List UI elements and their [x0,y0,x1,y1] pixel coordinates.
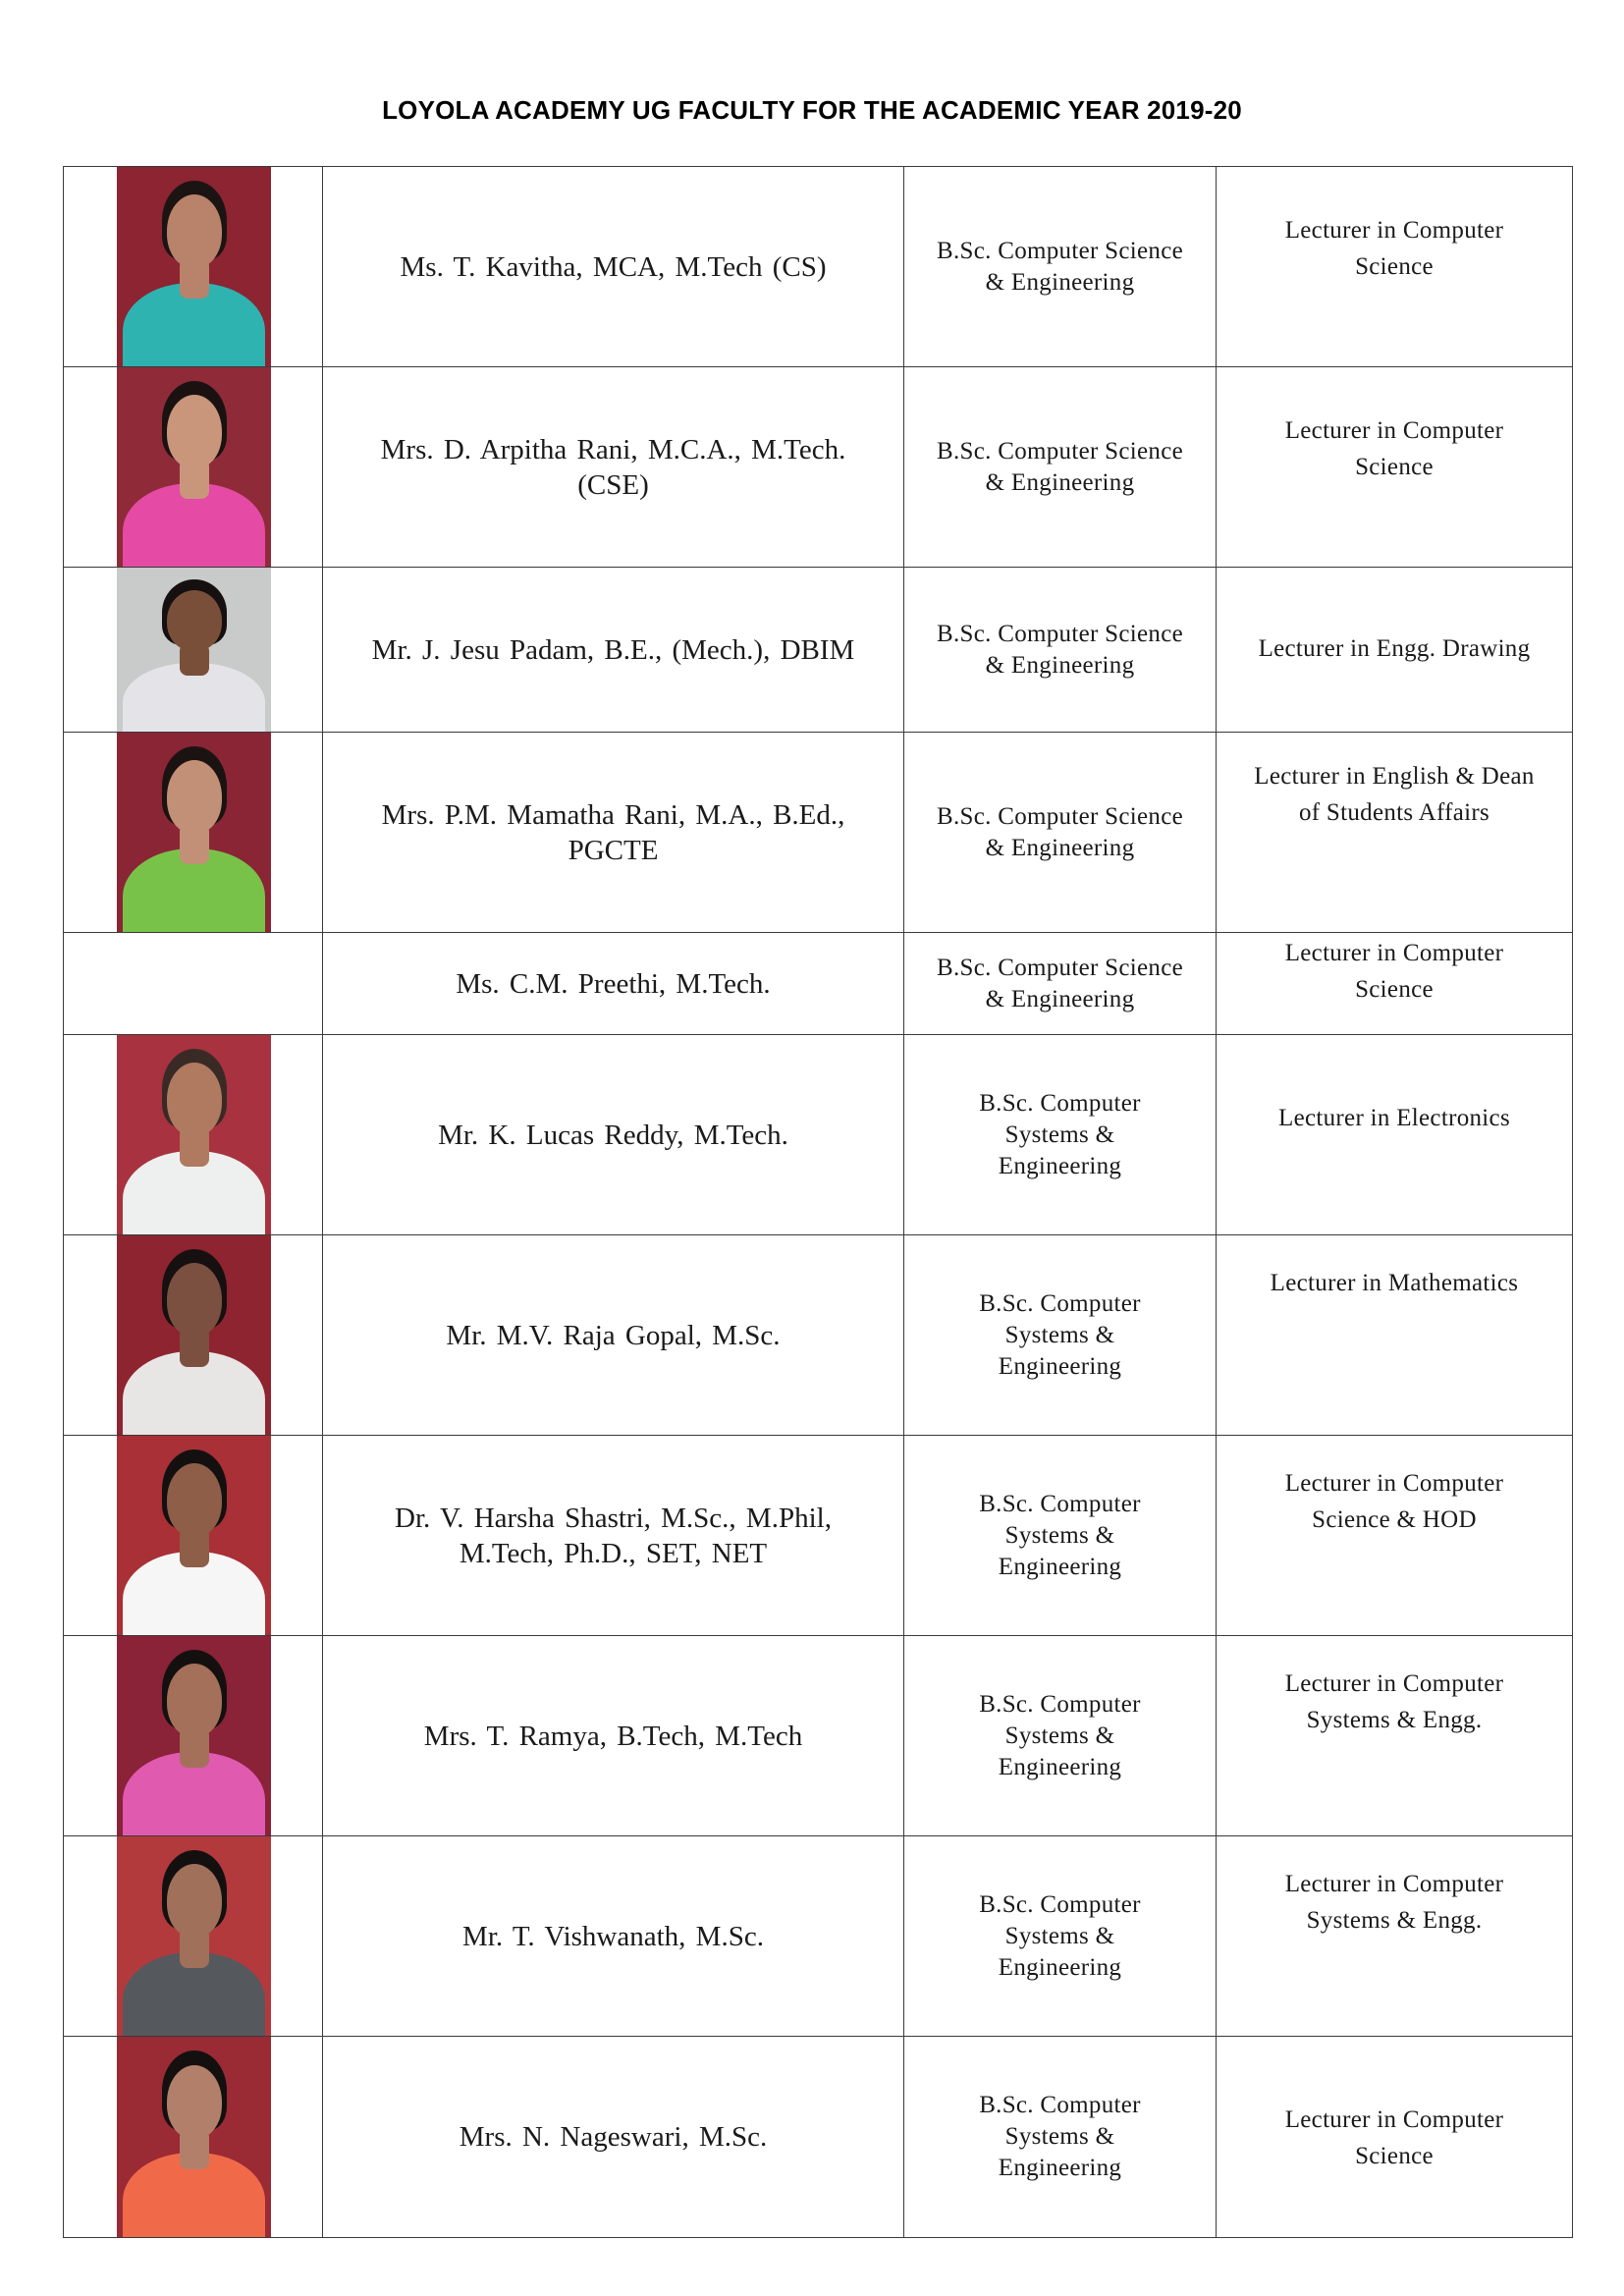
photo-cell [64,167,323,367]
designation [1217,933,1572,1008]
table-row [64,1836,1573,2037]
designation-line: Science & HOD [1312,1506,1477,1533]
name-cell [323,1636,904,1836]
course-name-line: & Engineering [985,651,1135,679]
designation [1217,1035,1572,1136]
photo-cell [64,1436,323,1636]
designation-cell [1217,367,1573,568]
designation-line: Lecturer in Computer [1284,1470,1504,1497]
table-row [64,367,1573,568]
table-row [64,1636,1573,1836]
course-name-line: Engineering [998,1152,1122,1179]
photo-cell [64,933,323,1035]
course-name-line: & Engineering [985,268,1135,296]
course-name-line: & Engineering [985,468,1135,496]
faculty-name-line: (CSE) [577,468,649,501]
course-name-line: Systems & [1004,1922,1115,1949]
course-cell [904,568,1217,733]
designation-cell [1217,1436,1573,1636]
course-name-line: B.Sc. Computer [979,1890,1141,1918]
designation-line: Lecturer in Computer [1284,2106,1504,2133]
photo-cell [64,2037,323,2238]
faculty-photo [117,733,271,932]
course-name-line: B.Sc. Computer Science [937,437,1183,465]
course-name-line: Systems & [1004,2123,1115,2150]
course-name-line: B.Sc. Computer [979,2092,1141,2118]
photo-cell [64,1035,323,1235]
designation [1217,1836,1572,1939]
course-name [904,436,1216,499]
course-name-line: Systems & [1004,1121,1115,1148]
course-name [904,1889,1216,1984]
photo-cell [64,568,323,733]
designation-line: of Students Affairs [1298,799,1490,826]
faculty-name [323,797,903,868]
course-name [904,619,1216,682]
faculty-photo [117,568,271,732]
name-cell [323,733,904,933]
photo-cell [64,1235,323,1436]
faculty-photo [117,1035,271,1234]
course-name-line: Systems & [1004,1722,1115,1749]
name-cell [323,367,904,568]
designation-cell [1217,933,1573,1035]
designation-line: Systems & Engg. [1306,1907,1483,1934]
designation-cell [1217,2037,1573,2238]
faculty-photo [117,1436,271,1635]
name-cell [323,167,904,367]
designation [1217,733,1572,831]
faculty-name: Ms. C.M. Preethi, M.Tech. [456,967,771,1000]
course-cell [904,1436,1217,1636]
designation-line: Lecturer in English & Dean [1254,763,1535,790]
course-name [904,236,1216,299]
designation-line: Lecturer in Electronics [1278,1105,1510,1131]
name-cell [323,1836,904,2037]
faculty-photo [117,1235,271,1435]
course-cell [904,733,1217,933]
designation-line: Science [1355,454,1434,480]
course-cell [904,1636,1217,1836]
faculty-photo [117,167,271,366]
photo-cell [64,1836,323,2037]
course-name-line: Engineering [998,1553,1122,1580]
course-name [904,1288,1216,1383]
table-row [64,733,1573,933]
course-name [904,1088,1216,1182]
designation [1217,167,1572,285]
designation-cell [1217,568,1573,733]
course-name-line: Systems & [1004,1521,1115,1549]
designation-line: Lecturer in Computer [1284,417,1504,444]
table-row [64,1436,1573,1636]
course-cell [904,367,1217,568]
course-name-line: B.Sc. Computer Science [937,954,1183,981]
course-name [904,801,1216,864]
designation-cell [1217,733,1573,933]
faculty-name-line: PGCTE [568,834,659,866]
faculty-name-line: M.Tech, Ph.D., SET, NET [459,1537,768,1569]
faculty-photo [117,1836,271,2036]
name-cell [323,568,904,733]
faculty-name: Mr. K. Lucas Reddy, M.Tech. [438,1119,788,1151]
designation [1217,1436,1572,1538]
faculty-name: Ms. T. Kavitha, MCA, M.Tech (CS) [400,250,827,283]
course-name-line: B.Sc. Computer Science [937,802,1183,830]
photo-cell [64,733,323,933]
page-title: LOYOLA ACADEMY UG FACULTY FOR THE ACADEMIC YEAR 2019-20 [382,95,1242,125]
course-name-line: Systems & [1004,1321,1115,1348]
photo-cell [64,1636,323,1836]
course-name-line: Engineering [998,1753,1122,1780]
faculty-table [63,166,1573,2238]
faculty-name-line: Dr. V. Harsha Shastri, M.Sc., M.Phil, [395,1502,832,1534]
faculty-table-body [64,167,1573,2238]
course-name-line: & Engineering [985,985,1135,1012]
designation-cell [1217,1035,1573,1235]
faculty-name: Mr. J. Jesu Padam, B.E., (Mech.), DBIM [371,633,855,666]
course-name-line: Engineering [998,1352,1122,1380]
designation [1217,568,1572,667]
designation-cell [1217,1235,1573,1436]
course-name-line: Engineering [998,1953,1122,1981]
course-name-line: B.Sc. Computer Science [937,620,1183,647]
designation [1217,2037,1572,2174]
course-name-line: & Engineering [985,834,1135,861]
faculty-name: Mr. M.V. Raja Gopal, M.Sc. [446,1319,781,1351]
name-cell [323,1235,904,1436]
course-name-line: B.Sc. Computer [979,1289,1141,1317]
name-cell [323,1436,904,1636]
course-name-line: B.Sc. Computer [979,1089,1141,1117]
course-name [904,1689,1216,1783]
designation-line: Science [1355,253,1434,280]
designation [1217,1636,1572,1738]
course-cell [904,2037,1217,2238]
faculty-photo [117,2037,271,2237]
designation-line: Lecturer in Computer [1284,1670,1504,1697]
course-name [904,2090,1216,2184]
table-row [64,933,1573,1035]
table-row [64,2037,1573,2238]
faculty-name: Mrs. T. Ramya, B.Tech, M.Tech [423,1720,803,1752]
designation-line: Lecturer in Computer [1284,940,1504,966]
course-name [904,1489,1216,1583]
designation [1217,1235,1572,1301]
table-row [64,568,1573,733]
course-cell [904,933,1217,1035]
course-name [904,953,1216,1015]
designation-cell [1217,167,1573,367]
course-name-line: B.Sc. Computer Science [937,237,1183,264]
course-cell [904,167,1217,367]
designation-line: Science [1355,2143,1434,2169]
designation-line: Lecturer in Mathematics [1270,1270,1519,1296]
course-name-line: Engineering [998,2155,1122,2181]
photo-cell [64,367,323,568]
designation-cell [1217,1636,1573,1836]
designation [1217,367,1572,485]
faculty-name [323,1501,903,1571]
designation-cell [1217,1836,1573,2037]
course-cell [904,1235,1217,1436]
designation-line: Lecturer in Engg. Drawing [1258,635,1531,662]
faculty-name: Mr. T. Vishwanath, M.Sc. [462,1920,764,1952]
faculty-name-line: Mrs. D. Arpitha Rani, M.C.A., M.Tech. [380,433,846,465]
designation-line: Systems & Engg. [1306,1707,1483,1733]
name-cell [323,1035,904,1235]
course-cell [904,1836,1217,2037]
course-name-line: B.Sc. Computer [979,1490,1141,1517]
designation-line: Lecturer in Computer [1284,1871,1504,1897]
table-row [64,1035,1573,1235]
faculty-photo [117,1636,271,1835]
table-row [64,167,1573,367]
course-cell [904,1035,1217,1235]
name-cell [323,933,904,1035]
faculty-name [323,432,903,503]
faculty-photo [117,367,271,567]
designation-line: Lecturer in Computer [1284,217,1504,244]
designation-line: Science [1355,976,1434,1003]
name-cell [323,2037,904,2238]
table-row [64,1235,1573,1436]
course-name-line: B.Sc. Computer [979,1690,1141,1718]
faculty-name-line: Mrs. P.M. Mamatha Rani, M.A., B.Ed., [381,798,845,831]
faculty-name: Mrs. N. Nageswari, M.Sc. [459,2121,768,2153]
